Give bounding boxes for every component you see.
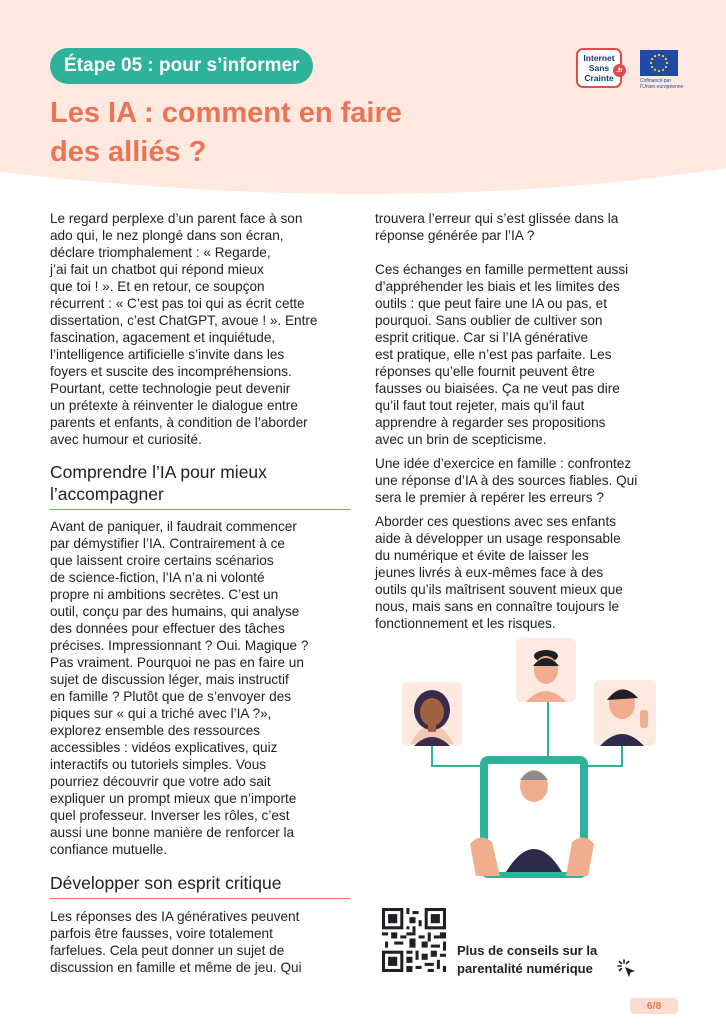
text-line: du numérique et évite de laisser les bbox=[375, 548, 589, 563]
section-divider bbox=[50, 509, 350, 510]
text-line: fonctionnement et les risques. bbox=[375, 616, 556, 631]
section-heading-esprit-critique: Développer son esprit critique bbox=[50, 873, 282, 893]
text-line: trouvera l’erreur qui s’est glissée dans la bbox=[375, 211, 619, 226]
logo-badge: .fr bbox=[613, 64, 626, 77]
title-line: Les IA : comment en faire bbox=[50, 97, 402, 129]
paragraph-spacer bbox=[375, 506, 677, 513]
text-line: qu’il faut tout rejeter, mais qu’il faut bbox=[375, 398, 585, 413]
text-line: récurrent : « C’est pas toi qui as écrit cette bbox=[50, 296, 305, 311]
text-line: réponse générée par l’IA ? bbox=[375, 228, 535, 243]
heading-line: Comprendre l’IA pour mieux bbox=[50, 462, 267, 482]
text-line: que laissent croire certains scénarios bbox=[50, 553, 274, 568]
text-line: outils : que peut faire une IA ou pas, et bbox=[375, 296, 608, 311]
text-line: déclare triomphalement : « Regarde, bbox=[50, 245, 271, 260]
text-line: Avant de paniquer, il faudrait commencer bbox=[50, 519, 297, 534]
text-line: j’ai fait un chatbot qui répond mieux bbox=[50, 262, 264, 277]
text-line: Aborder ces questions avec ses enfants bbox=[375, 514, 617, 529]
promo-line: parentalité numérique bbox=[457, 961, 593, 976]
cursor-click-icon bbox=[616, 958, 638, 980]
text-line: aide à développer un usage responsable bbox=[375, 531, 621, 546]
text-line: apprendre à regarder ses propositions bbox=[375, 415, 606, 430]
text-line: Les réponses des IA génératives peuvent bbox=[50, 909, 300, 924]
eu-caption-line: l’Union européenne bbox=[640, 84, 684, 90]
text-line: jeunes livrés à eux-mêmes face à des bbox=[375, 565, 604, 580]
logo-text: Crainte bbox=[584, 73, 614, 83]
eu-flag-icon bbox=[640, 50, 678, 76]
text-line: Une idée d’exercice en famille : confrontez bbox=[375, 456, 632, 471]
text-line: propre ni ambitions secrètes. C’est un bbox=[50, 587, 279, 602]
logo-text: Internet bbox=[583, 53, 615, 63]
text-line: outil, conçu par des humains, qui analyse bbox=[50, 604, 300, 619]
text-line: nous, mais sans en connaître toujours le bbox=[375, 599, 620, 614]
internet-sans-crainte-logo bbox=[576, 48, 622, 88]
text-line: précises. Impressionnant ? Oui. Magique ? bbox=[50, 638, 309, 653]
avatar-woman-left bbox=[402, 682, 462, 746]
text-line: ado qui, le nez plongé dans son écran, bbox=[50, 228, 284, 243]
qr-code-icon[interactable] bbox=[382, 908, 446, 972]
eu-caption bbox=[640, 78, 696, 90]
section-body-comprendre bbox=[50, 518, 348, 858]
avatar-woman-center bbox=[516, 638, 576, 702]
text-line: interactifs ou tutoriels simples. Vous bbox=[50, 757, 267, 772]
text-line: fascination, agacement et inquiétude, bbox=[50, 330, 276, 345]
family-ai-illustration bbox=[396, 636, 668, 882]
page-number: 6/8 bbox=[630, 998, 678, 1014]
avatar-boy-right bbox=[594, 680, 656, 746]
text-line: accessibles : vidéos explicatives, quiz bbox=[50, 740, 278, 755]
text-line: foyers et suscite des incompréhensions. bbox=[50, 364, 292, 379]
logo-text: Sans bbox=[588, 63, 610, 73]
text-line: parfois être fausses, voire totalement bbox=[50, 926, 273, 941]
text-line: farfelues. Cela peut donner un sujet de bbox=[50, 943, 285, 958]
text-line: fausses ou biaisées. Ça ne veut pas dire bbox=[375, 381, 620, 396]
step-label: Étape 05 : pour s’informer bbox=[50, 48, 313, 84]
text-line: expliquer un prompt mieux que n’importe bbox=[50, 791, 297, 806]
text-line: outils qu’ils maîtrisent souvent mieux que bbox=[375, 582, 623, 597]
text-line: en famille ? Plutôt que de s’envoyer des bbox=[50, 689, 292, 704]
text-line: l’intelligence artificielle s’invite dans les bbox=[50, 347, 285, 362]
text-line: parents et enfants, à condition de l’aborder bbox=[50, 415, 308, 430]
paragraph-spacer bbox=[375, 244, 677, 261]
eu-caption-line: Cofinancé par bbox=[640, 78, 672, 84]
right-column bbox=[375, 210, 677, 632]
heading-line: l’accompagner bbox=[50, 484, 164, 504]
text-line: esprit critique. Car si l’IA générative bbox=[375, 330, 589, 345]
intro-paragraph bbox=[50, 210, 348, 448]
text-line: réponses qu’elle fournit peuvent être bbox=[375, 364, 595, 379]
text-line: confiance mutuelle. bbox=[50, 842, 168, 857]
text-line: explorez ensemble des ressources bbox=[50, 723, 261, 738]
text-line: pourquoi. Sans oublier de cultiver son bbox=[375, 313, 603, 328]
title-line: des alliés ? bbox=[50, 136, 207, 168]
text-line: avec un brin de scepticisme. bbox=[375, 432, 547, 447]
text-line: avec humour et curiosité. bbox=[50, 432, 202, 447]
text-line: de science-fiction, l’IA n’a ni volonté bbox=[50, 570, 265, 585]
text-line: piques sur « qui a triché avec l’IA ?», bbox=[50, 706, 272, 721]
text-line: Ces échanges en famille permettent aussi bbox=[375, 262, 629, 277]
text-line: pourriez découvrir que votre ado sait bbox=[50, 774, 271, 789]
text-line: discussion en famille et même de jeu. Qui bbox=[50, 960, 302, 975]
text-line: par démystifier l’IA. Contrairement à ce bbox=[50, 536, 285, 551]
text-line: une réponse d’IA à des sources fiables. Qui bbox=[375, 473, 638, 488]
text-line: que toi ! ». Et en retour, ce soupçon bbox=[50, 279, 265, 294]
text-line: dissertation, c’est ChatGPT, avoue ! ». Entre bbox=[50, 313, 318, 328]
section-divider bbox=[50, 898, 350, 899]
section-heading-comprendre bbox=[50, 461, 350, 505]
page-title bbox=[50, 94, 570, 172]
promo-line: Plus de conseils sur la bbox=[457, 943, 598, 958]
paragraph-spacer bbox=[375, 448, 677, 455]
text-line: Pas vraiment. Pourquoi ne pas en faire un bbox=[50, 655, 304, 670]
text-line: Pourtant, cette technologie peut devenir bbox=[50, 381, 291, 396]
text-line: quel professeur. Inverser les rôles, c’est bbox=[50, 808, 290, 823]
text-line: est pratique, elle n’est pas parfaite. Les bbox=[375, 347, 612, 362]
text-line: des données pour effectuer des tâches bbox=[50, 621, 285, 636]
section-body-esprit-critique bbox=[50, 908, 348, 976]
text-line: sera le premier à repérer les erreurs ? bbox=[375, 490, 604, 505]
tablet-device bbox=[470, 756, 594, 878]
text-line: aussi une bonne manière de renforcer la bbox=[50, 825, 295, 840]
text-line: Le regard perplexe d’un parent face à son bbox=[50, 211, 303, 226]
text-line: d’appréhender les biais et les limites des bbox=[375, 279, 620, 294]
text-line: un prétexte à réinventer le dialogue entre bbox=[50, 398, 298, 413]
text-line: sujet de discussion léger, mais instructif bbox=[50, 672, 289, 687]
